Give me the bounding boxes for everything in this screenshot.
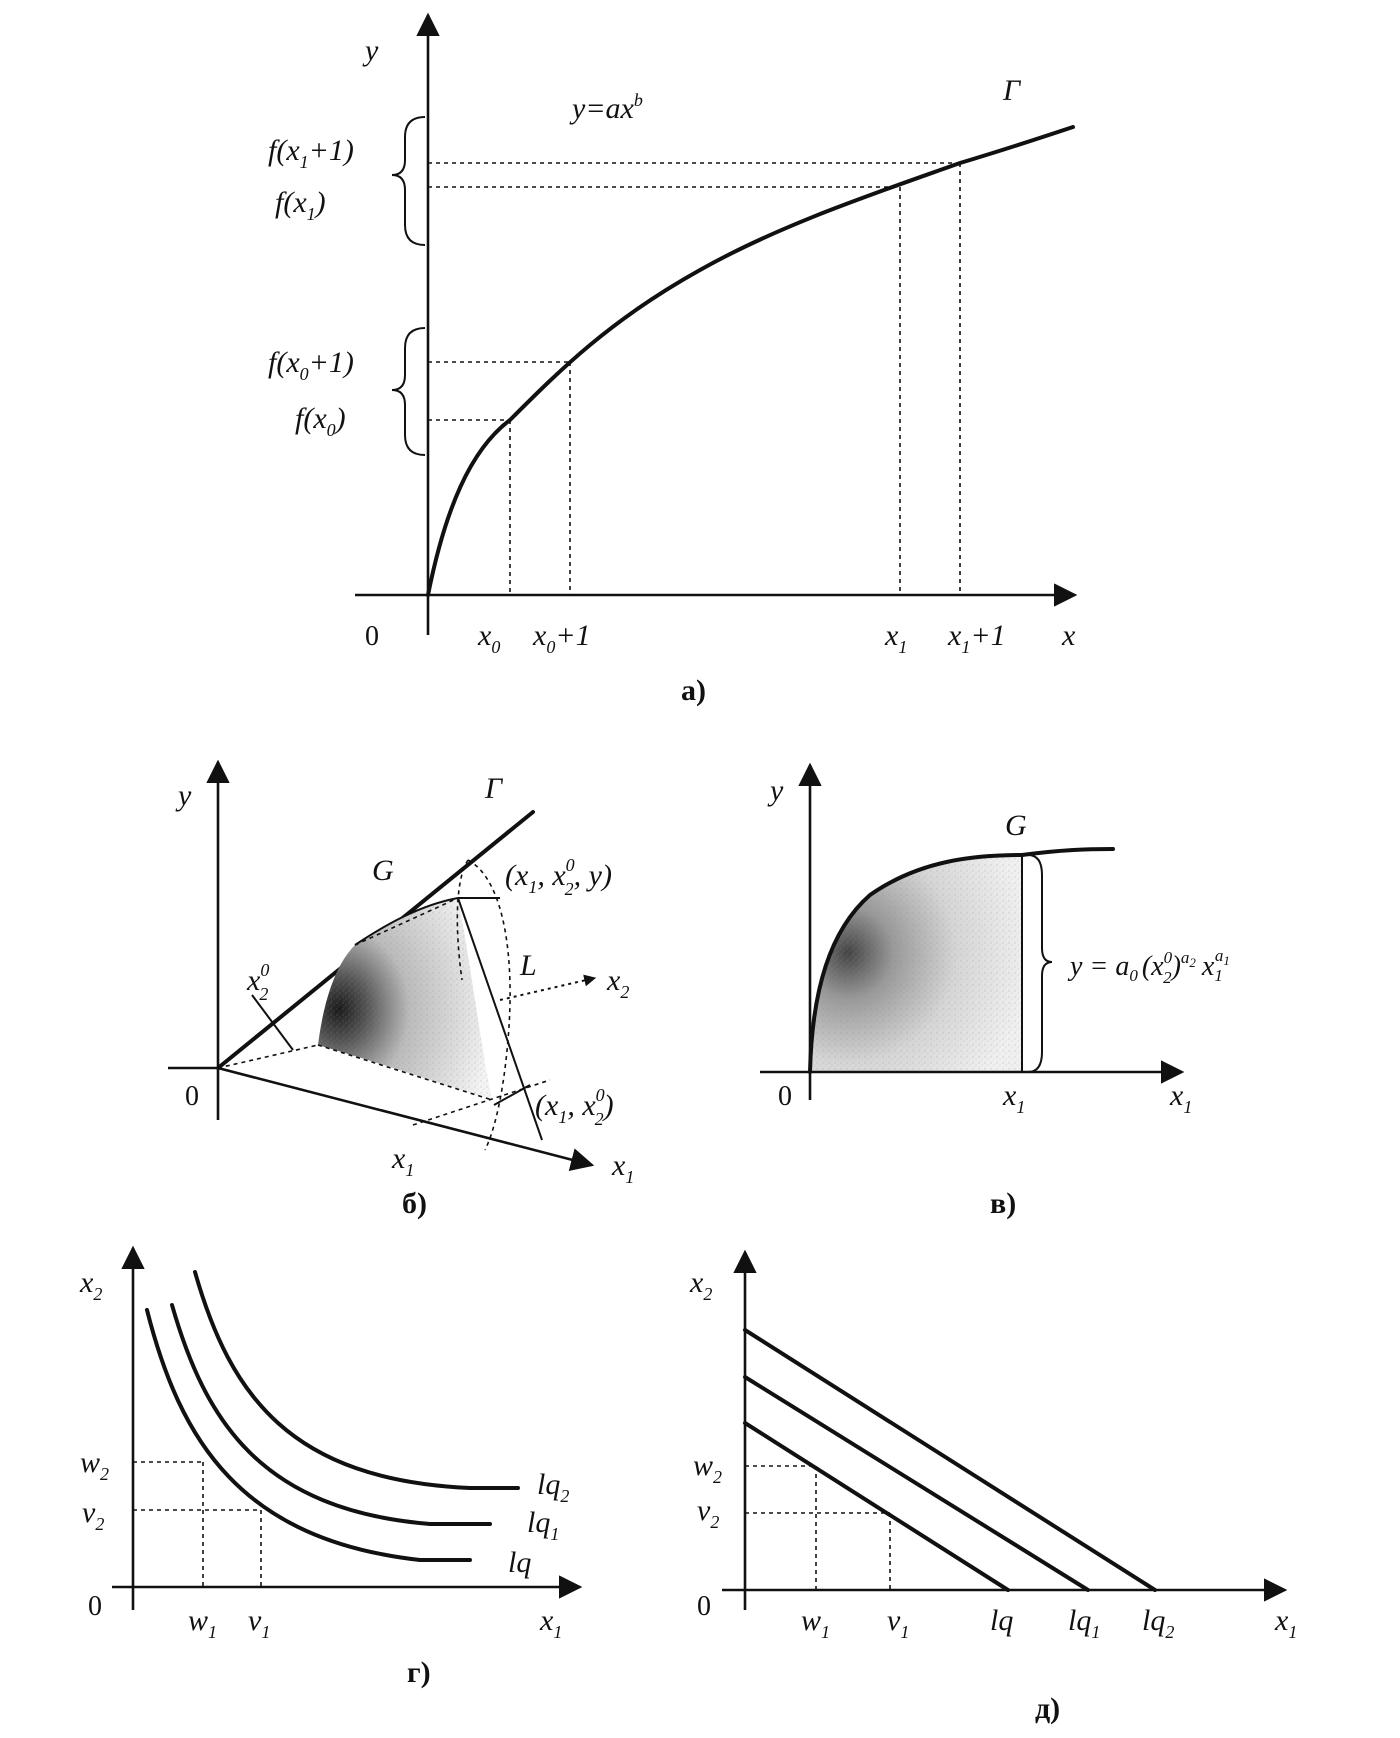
panel-b-grain [318, 898, 492, 1100]
caption-g: г) [407, 1656, 431, 1689]
panel-d-v1: $v_1$ [887, 1604, 910, 1642]
panel-b-point-bot: ($x_1$, $x^0$ 2) [535, 1085, 614, 1129]
label-f-x0: $f(x_0)$ [295, 402, 346, 440]
panel-a-y-label: y [365, 34, 379, 67]
panel-a-curve [428, 127, 1073, 595]
panel-a [268, 15, 1076, 707]
panel-b-origin: 0 [185, 1081, 199, 1112]
panel-v-equation: $y = a_0$ ($x^0$ 2)$^a$2 $x_1a1$ [1070, 946, 1230, 987]
panel-b-x2-axis-label: $x_2$ [607, 964, 630, 1002]
panel-b-L-label: L [520, 949, 537, 982]
tick-x1p1: $x_1+1$ [948, 619, 1006, 657]
curve-lq2 [195, 1272, 518, 1488]
line-lq1 [745, 1377, 1088, 1590]
panel-g-v2: $v_2$ [82, 1496, 105, 1534]
panel-b [168, 762, 634, 1220]
panel-d-x-label: $x_1$ [1275, 1604, 1298, 1642]
panel-v [760, 765, 1230, 1220]
panel-g-w2: $w_2$ [80, 1446, 110, 1484]
caption-a: а) [681, 674, 706, 707]
line-lq [745, 1423, 1008, 1590]
panel-b-y-label: y [178, 779, 192, 812]
panel-g-w1: $w_1$ [188, 1604, 218, 1642]
panel-b-x1-mark: $x_1$ [392, 1142, 415, 1180]
panel-v-y-label: y [770, 774, 784, 807]
panel-d-label-lq: lq [990, 1604, 1014, 1637]
panel-b-tick-bot [494, 1085, 530, 1105]
panel-a-x-label: x [1062, 619, 1076, 652]
panel-b-x2-sym: $x^0$ 2 [247, 960, 270, 1004]
panel-g-label-lq2: $lq_2$ [537, 1468, 570, 1506]
panel-g-label-lq: lq [508, 1546, 532, 1579]
panel-g-v1: $v_1$ [248, 1604, 271, 1642]
tick-x0p1: $x_0+1$ [533, 619, 591, 657]
panel-v-origin: 0 [778, 1081, 792, 1112]
panel-v-grain [810, 855, 1022, 1072]
brace-lower [392, 328, 425, 455]
panel-b-x2-axis [500, 978, 595, 1000]
panel-d [689, 1252, 1297, 1725]
panel-d-label-lq2: $lq_2$ [1142, 1604, 1175, 1642]
panel-g-origin: 0 [88, 1591, 102, 1622]
panel-a-formula: $y=ax^b$ [572, 90, 643, 125]
brace-upper [392, 117, 425, 245]
panel-d-w1: $w_1$ [801, 1604, 831, 1642]
label-f-x1: $f(x_1)$ [275, 186, 326, 224]
panel-b-gamma-label: Γ [485, 772, 503, 805]
tick-x1: $x_1$ [885, 619, 908, 657]
panel-v-x1-mark: $x_1$ [1003, 1079, 1026, 1117]
panel-a-curve-label: Γ [1003, 74, 1021, 107]
panel-d-label-lq1: $lq_1$ [1068, 1604, 1101, 1642]
panel-v-brace [1028, 855, 1052, 1072]
caption-v: в) [990, 1187, 1017, 1220]
panel-b-point-top: ($x_1$, $x^0$ 2, y) [505, 855, 612, 899]
panel-g-label-lq1: $lq_1$ [527, 1506, 560, 1544]
panel-v-G-label: G [1005, 809, 1027, 842]
label-f-x1p1: $f(x_1+1)$ [268, 134, 354, 172]
panel-v-x1-axis-label: $x_1$ [1170, 1079, 1193, 1117]
caption-b: б) [402, 1187, 427, 1220]
panel-g-x-label: $x_1$ [540, 1604, 563, 1642]
panel-b-x2-tick [252, 995, 293, 1050]
panel-d-v2: $v_2$ [697, 1494, 720, 1532]
panel-g [79, 1248, 580, 1689]
panel-b-x1-axis-label: $x_1$ [612, 1149, 635, 1187]
panel-b-G-label: G [372, 854, 394, 887]
label-f-x0p1: $f(x_0+1)$ [268, 346, 354, 384]
panel-d-y-label: $x_2$ [690, 1266, 713, 1304]
panel-g-y-label: $x_2$ [80, 1266, 103, 1304]
tick-x0: $x_0$ [478, 619, 501, 657]
caption-d: д) [1035, 1692, 1061, 1725]
panel-d-w2: $w_2$ [693, 1449, 723, 1487]
panel-a-origin: 0 [365, 621, 379, 652]
panel-d-origin: 0 [697, 1591, 711, 1622]
